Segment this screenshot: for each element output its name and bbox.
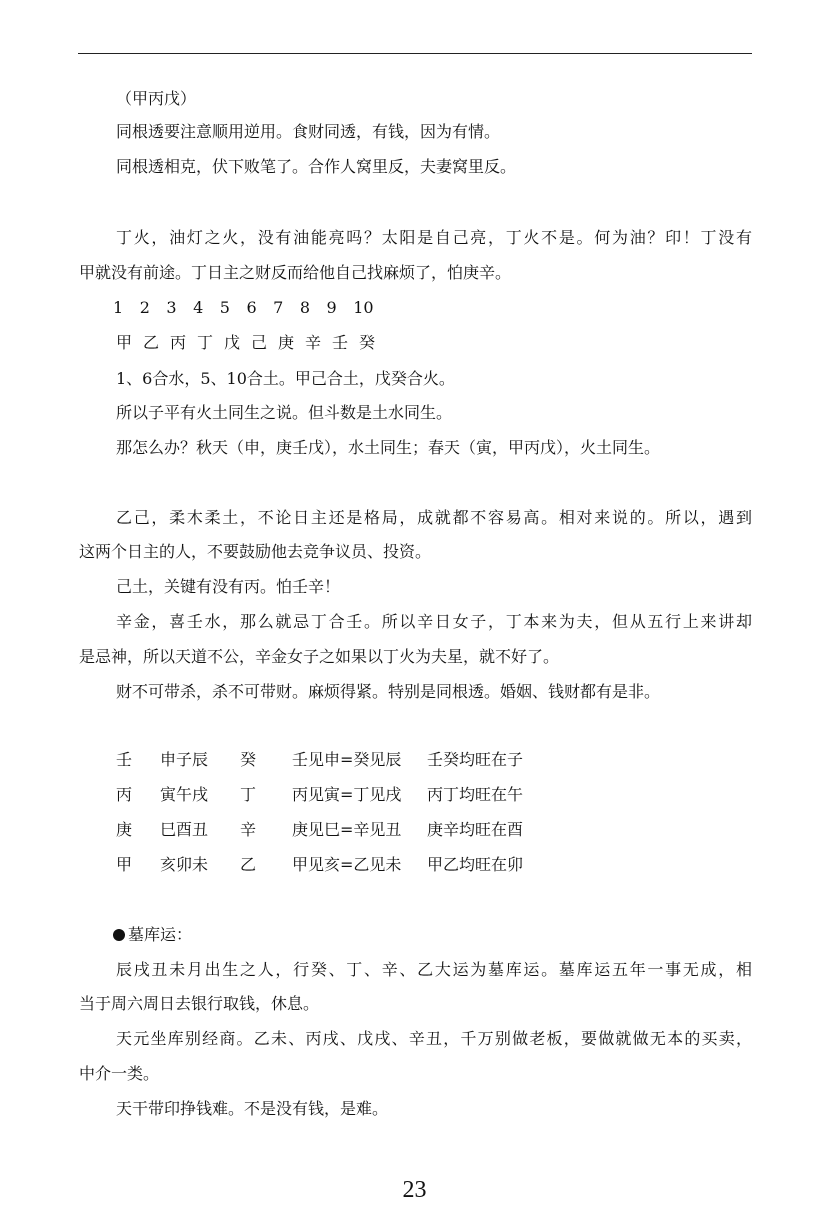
table-cell: 寅午戌: [160, 785, 209, 804]
paragraph-business-line2: 中介一类。: [79, 1064, 160, 1083]
stem-cell: 丁: [197, 333, 214, 352]
table-cell: 巳酉丑: [160, 820, 209, 839]
number-cell: 2: [139, 298, 150, 317]
paragraph-yi-ji-line2: 这两个日主的人，不要鼓励他去竞争议员、投资。: [79, 542, 432, 561]
stem-row: [116, 332, 386, 354]
number-cell: 7: [273, 298, 284, 317]
section-heading-tomb-luck: [113, 924, 192, 946]
number-cell: 3: [166, 298, 177, 317]
table-cell: 庚: [116, 820, 133, 839]
paragraph-xin-metal-line2: 是忌神，所以天道不公，辛金女子之如果以丁火为夫星，就不好了。: [79, 647, 560, 666]
table-cell: 乙: [240, 855, 257, 874]
table-cell: 壬见申=癸见辰: [292, 750, 402, 769]
header-rule: [78, 53, 752, 54]
table-cell: 丁: [240, 785, 257, 804]
number-cell: 4: [193, 298, 204, 317]
paragraph-seasons: 那怎么办？秋天（申，庚壬戊），水土同生；春天（寅，甲丙戊），火土同生。: [116, 438, 661, 457]
paragraph-same-root-clash: 同根透相克，伏下败笔了。合作人窝里反，夫妻窝里反。: [116, 157, 517, 176]
bullet-icon: [113, 929, 125, 941]
paragraph-ding-fire-line1: 丁火，油灯之火，没有油能亮吗？太阳是自己亮，丁火不是。何为油？印！丁没有: [116, 228, 752, 247]
table-cell: 庚辛均旺在酉: [427, 820, 524, 839]
number-row: [113, 297, 380, 319]
table-cell: 癸: [240, 750, 257, 769]
paragraph-ding-fire-line2: 甲就没有前途。丁日主之财反而给他自己找麻烦了，怕庚辛。: [79, 263, 512, 282]
paragraph-tomb-luck-line2: 当于周六周日去银行取钱，休息。: [79, 994, 320, 1013]
section-heading-text: 墓库运：: [128, 925, 193, 944]
paragraph-same-root: 同根透要注意顺用逆用。食财同透，有钱，因为有情。: [116, 122, 501, 141]
stem-cell: 丙: [170, 333, 187, 352]
paragraph-xin-metal-line1: 辛金，喜壬水，那么就忌丁合壬。所以辛日女子，丁本来为夫，但从五行上来讲却: [116, 612, 752, 631]
table-cell: 甲: [116, 855, 133, 874]
stem-cell: 乙: [143, 333, 160, 352]
table-cell: 亥卯未: [160, 855, 209, 874]
table-cell: 壬癸均旺在子: [427, 750, 524, 769]
stem-cell: 癸: [359, 333, 376, 352]
table-cell: 辛: [240, 820, 257, 839]
stem-cell: 辛: [305, 333, 322, 352]
number-cell: 10: [353, 298, 374, 317]
stem-cell: 己: [251, 333, 268, 352]
stem-cell: 戊: [224, 333, 241, 352]
number-cell: 8: [299, 298, 310, 317]
paragraph-tomb-luck-line1: 辰戌丑未月出生之人，行癸、丁、辛、乙大运为墓库运。墓库运五年一事无成，相: [116, 960, 752, 979]
paragraph-wealth-killing: 财不可带杀，杀不可带财。麻烦得紧。特别是同根透。婚姻、钱财都有是非。: [116, 682, 661, 701]
paragraph-business-line1: 天元坐库别经商。乙未、丙戌、戊戌、辛丑，千万别做老板，要做就做无本的买卖，: [116, 1029, 752, 1048]
number-cell: 6: [246, 298, 257, 317]
number-cell: 5: [219, 298, 230, 317]
table-cell: 甲乙均旺在卯: [427, 855, 524, 874]
paragraph-ji-earth: 己土，关键有没有丙。怕壬辛！: [116, 577, 341, 596]
paragraph-yi-ji-line1: 乙己，柔木柔土，不论日主还是格局，成就都不容易高。相对来说的。所以，遇到: [116, 508, 752, 527]
stem-cell: 壬: [332, 333, 349, 352]
paragraph-heavenly-stems: （甲丙戊）: [116, 89, 197, 108]
paragraph-combinations: 1、6合水，5、10合土。甲己合土，戊癸合火。: [116, 369, 455, 388]
table-cell: 申子辰: [160, 750, 209, 769]
stem-cell: 甲: [116, 333, 133, 352]
table-cell: 丙见寅=丁见戌: [292, 785, 402, 804]
table-cell: 庚见巳=辛见丑: [292, 820, 402, 839]
table-cell: 壬: [116, 750, 133, 769]
stem-cell: 庚: [278, 333, 295, 352]
page-number: 23: [402, 1177, 427, 1203]
paragraph-ziping: 所以子平有火土同生之说。但斗数是土水同生。: [116, 403, 453, 422]
table-cell: 丙丁均旺在午: [427, 785, 524, 804]
table-cell: 丙: [116, 785, 133, 804]
paragraph-seal: 天干带印挣钱难。不是没有钱，是难。: [116, 1099, 389, 1118]
table-cell: 甲见亥=乙见未: [292, 855, 402, 874]
number-cell: 9: [326, 298, 337, 317]
number-cell: 1: [113, 298, 124, 317]
